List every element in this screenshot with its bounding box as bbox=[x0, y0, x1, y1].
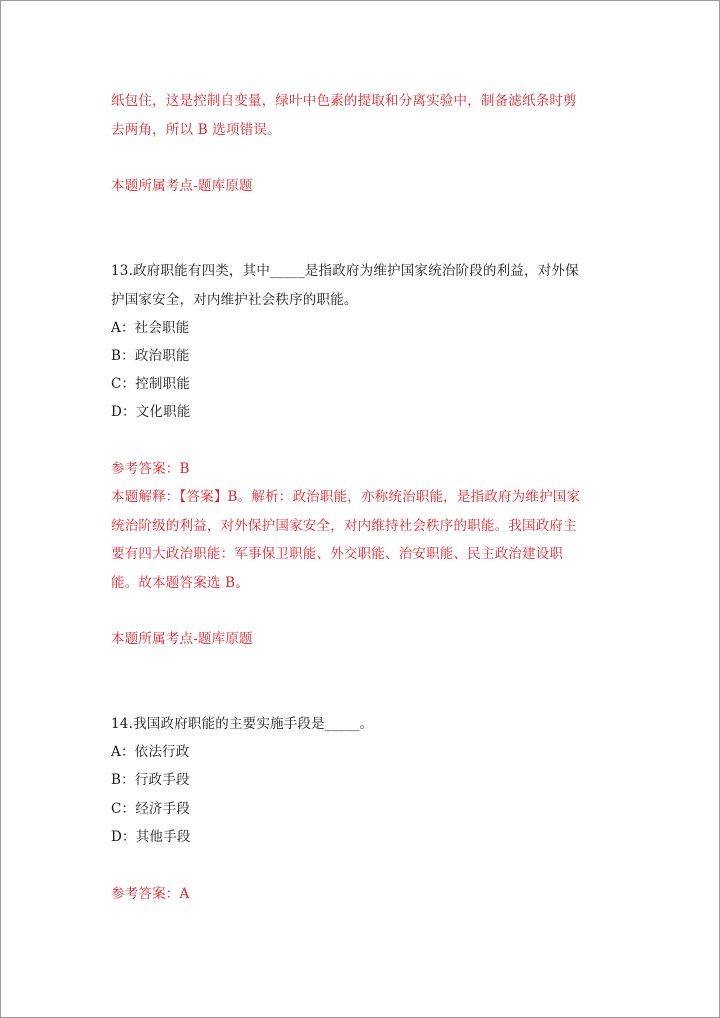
q13-stem-line-2: 护国家安全，对内维护社会秩序的职能。 bbox=[111, 292, 358, 308]
q13-explanation-line-3: 要有四大政治职能：军事保卫职能、外交职能、治安职能、民主政治建设职 bbox=[111, 546, 564, 562]
q14-option-a: A：依法行政 bbox=[111, 744, 190, 760]
q13-option-d: D：文化职能 bbox=[111, 404, 191, 420]
q14-option-d: D：其他手段 bbox=[111, 829, 191, 845]
q14-option-b: B：行政手段 bbox=[111, 772, 190, 788]
prev-explanation-line-2: 去两角，所以 B 选项错误。 bbox=[111, 122, 281, 138]
q14-option-c: C：经济手段 bbox=[111, 801, 191, 817]
q13-stem-line-1: 13.政府职能有四类，其中_____是指政府为维护国家统治阶段的利益，对外保 bbox=[111, 263, 579, 279]
q13-option-c: C：控制职能 bbox=[111, 376, 191, 392]
q13-explanation-line-4: 能。故本题答案选 B。 bbox=[111, 575, 249, 591]
prev-source-note: 本题所属考点-题库原题 bbox=[111, 178, 253, 194]
q14-answer: 参考答案：A bbox=[111, 886, 190, 902]
q13-option-b: B：政治职能 bbox=[111, 348, 190, 364]
q13-option-a: A：社会职能 bbox=[111, 320, 190, 336]
q13-explanation-line-1: 本题解释：【答案】B。解析：政治职能，亦称统治职能，是指政府为维护国家 bbox=[111, 489, 581, 505]
prev-explanation-line-1: 纸包住，这是控制自变量，绿叶中色素的提取和分离实验中，制备滤纸条时剪 bbox=[111, 93, 577, 109]
q13-source-note: 本题所属考点-题库原题 bbox=[111, 631, 253, 647]
q14-stem: 14.我国政府职能的主要实施手段是_____。 bbox=[111, 716, 374, 732]
q13-explanation-line-2: 统治阶级的利益，对外保护国家安全，对内维持社会秩序的职能。我国政府主 bbox=[111, 518, 577, 534]
q13-answer: 参考答案：B bbox=[111, 461, 190, 477]
